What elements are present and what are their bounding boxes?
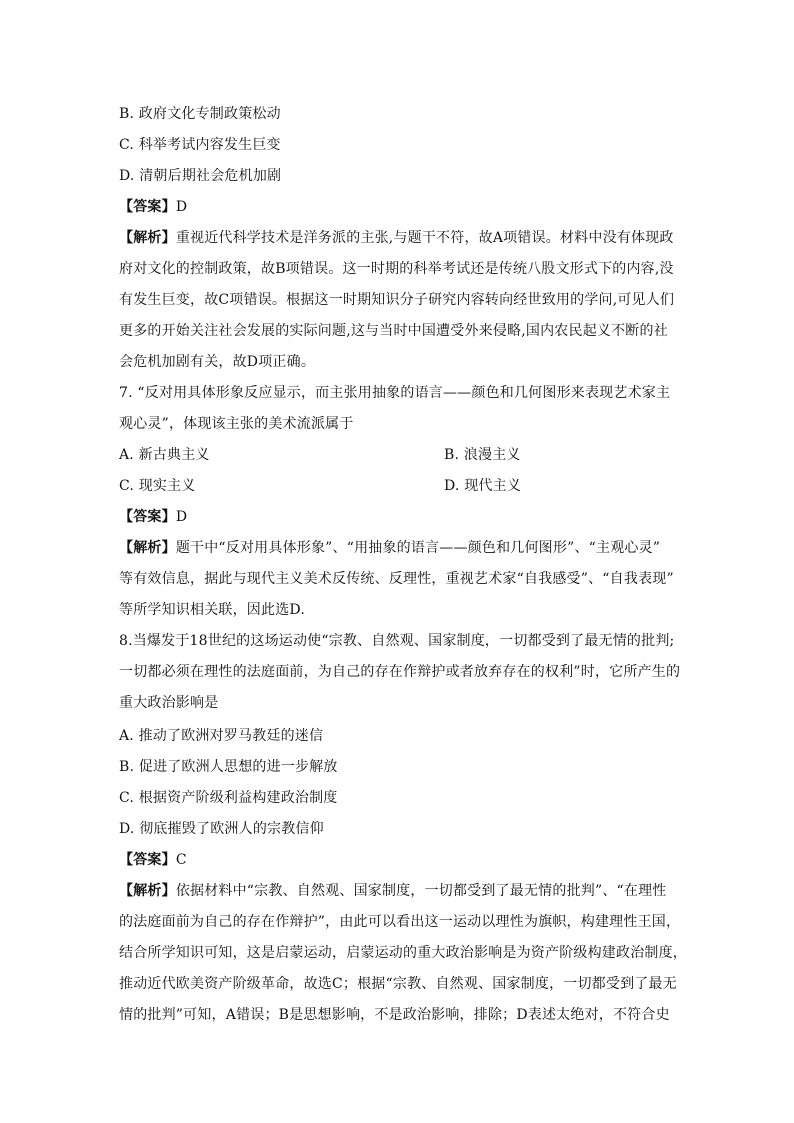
analysis-tag: 【解析】 [119, 540, 176, 556]
q6-analysis-line-2: 府对文化的控制政策，故B项错误。这一时期的科举考试还是传统八股文形式下的内容,没 [119, 261, 674, 277]
q6-analysis-text-1: 重视近代科学技术是洋务派的主张,与题干不符，故A项错误。材料中没有体现政 [175, 230, 674, 246]
analysis-tag: 【解析】 [119, 230, 176, 246]
q7-answer: D [175, 509, 188, 525]
q6-analysis-line-3: 有发生巨变，故C项错误。根据这一时期知识分子研究内容转向经世致用的学问,可见人们 [119, 292, 675, 308]
answer-tag: 【答案】 [119, 852, 176, 868]
q8-answer: C [175, 852, 187, 868]
q7-option-a: A. 新古典主义 [119, 447, 210, 463]
q7-option-c: C. 现实主义 [119, 478, 196, 494]
q7-analysis-line-1 [119, 538, 660, 558]
q7-analysis-line-2: 等有效信息，据此与现代主义美术反传统、反理性，重视艺术家“自我感受”、“自我表现” [119, 571, 674, 587]
q8-stem-line-2: 一切都必须在理性的法庭面前，为自己的存在作辩护或者放弃存在的权利”时，它所产生的 [119, 664, 681, 680]
q8-option-b: B. 促进了欧洲人思想的进一步解放 [119, 759, 338, 775]
q8-option-c: C. 根据资产阶级利益构建政治制度 [119, 790, 338, 806]
q7-analysis-line-3: 等所学知识相关联，因此选D. [119, 602, 305, 618]
q8-stem-line-1: 8.当爆发于18世纪的这场运动使“宗教、自然观、国家制度，一切都受到了最无情的批判; [119, 633, 675, 649]
answer-tag: 【答案】 [119, 509, 176, 525]
q8-analysis-line-4: 推动近代欧美资产阶级革命，故选C；根据“宗教、自然观、国家制度，一切都受到了最无 [119, 976, 677, 992]
q6-analysis-line-5: 会危机加剧有关，故D项正确。 [119, 354, 316, 370]
q8-analysis-line-2: 的法庭面前为自己的存在作辩护”，由此可以看出这一运动以理性为旗帜，构建理性王国， [119, 914, 681, 930]
q7-answer-line [119, 507, 187, 527]
q7-stem-line-1: 7. “反对用具体形象反应显示，而主张用抽象的语言——颜色和几何图形来表现艺术家主 [119, 385, 671, 401]
q8-option-d: D. 彻底摧毁了欧洲人的宗教信仰 [119, 821, 324, 837]
q7-option-d: D. 现代主义 [444, 478, 522, 494]
q6-option-d: D. 清朝后期社会危机加剧 [119, 168, 282, 184]
q7-stem-line-2: 观心灵”，体现该主张的美术流派属于 [119, 416, 354, 432]
q8-analysis-line-1 [119, 881, 666, 901]
q8-answer-line [119, 850, 187, 870]
analysis-tag: 【解析】 [119, 883, 176, 899]
q6-answer-line [119, 197, 187, 217]
q6-answer: D [175, 199, 188, 215]
q6-option-c: C. 科举考试内容发生巨变 [119, 137, 281, 153]
q8-option-a: A. 推动了欧洲对罗马教廷的迷信 [119, 728, 324, 744]
q8-stem-line-3: 重大政治影响是 [119, 695, 219, 711]
answer-tag: 【答案】 [119, 199, 176, 215]
q8-analysis-line-5: 情的批判”可知，A错误；B是思想影响，不是政治影响，排除；D表述太绝对，不符合史 [119, 1007, 670, 1023]
q6-analysis-line-1 [119, 228, 674, 248]
q6-option-b: B. 政府文化专制政策松动 [119, 106, 281, 122]
q6-analysis-line-4: 更多的开始关注社会发展的实际问题,这与当时中国遭受外来侵略,国内农民起义不断的社 [119, 323, 668, 339]
q8-analysis-text-1: 依据材料中“宗教、自然观、国家制度，一切都受到了最无情的批判”、“在理性 [175, 883, 667, 899]
q7-analysis-text-1: 题干中“反对用具体形象”、“用抽象的语言——颜色和几何图形”、“主观心灵” [175, 540, 661, 556]
q7-option-b: B. 浪漫主义 [444, 447, 521, 463]
q8-analysis-line-3: 结合所学知识可知，这是启蒙运动，启蒙运动的重大政治影响是为资产阶级构建政治制度， [119, 945, 687, 961]
